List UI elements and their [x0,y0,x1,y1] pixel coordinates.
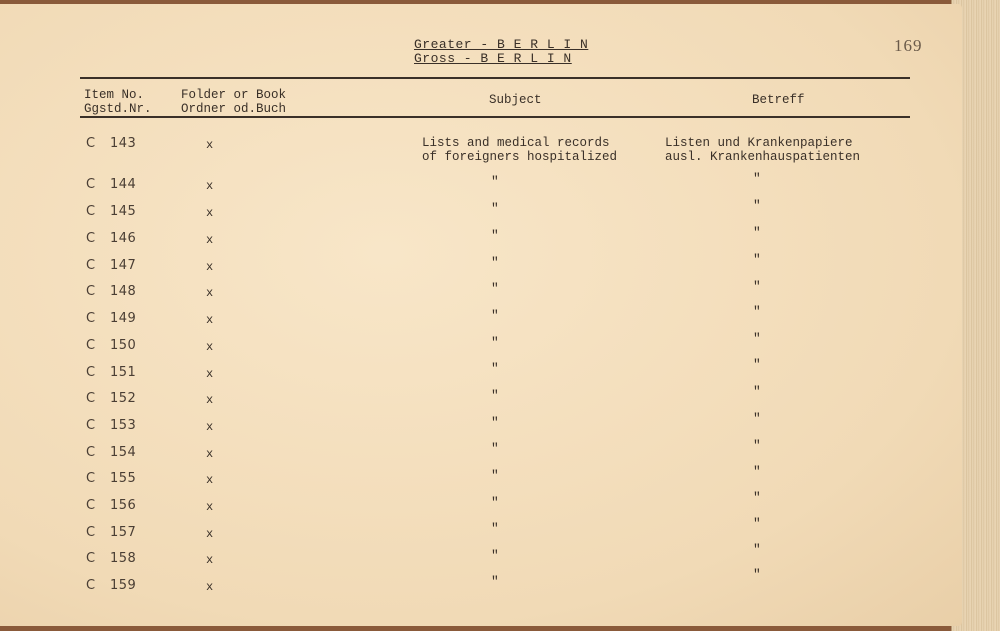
item-prefix: C [86,365,96,380]
document-page [0,4,962,626]
item-number: 151 [110,365,137,380]
ditto-mark-betreff: " [753,331,761,346]
folder-mark-cell: x [206,447,214,461]
folder-mark-cell: x [206,340,214,354]
table-row [0,391,962,411]
table-row [0,551,962,571]
item-number: 156 [110,498,137,513]
ditto-mark-subject: " [491,361,499,376]
table-row [0,471,962,491]
folder-mark-cell: x [206,138,214,152]
folder-mark-cell: x [206,473,214,487]
folder-mark-cell: x [206,393,214,407]
table-row [0,204,962,224]
ditto-mark-subject: " [491,468,499,483]
table-row [0,177,962,197]
ditto-mark-betreff: " [753,438,761,453]
folder-mark-cell: x [206,553,214,567]
table-row [0,498,962,518]
item-prefix: C [86,204,96,219]
ditto-mark-betreff: " [753,225,761,240]
ditto-mark-betreff: " [753,279,761,294]
ditto-mark-subject: " [491,174,499,189]
column-header-folder-en: Folder or Book [181,88,287,102]
betreff-cell [665,136,860,164]
item-number: 153 [110,418,137,433]
item-prefix: C [86,284,96,299]
column-header-item-en: Item No. [84,88,145,102]
item-number: 144 [110,177,137,192]
item-number-cell [86,498,136,513]
folder-mark-cell: x [206,527,214,541]
table-row [0,365,962,385]
item-number: 159 [110,578,137,593]
title-german: Gross - B E R L I N [414,51,572,66]
table-top-rule [80,77,910,79]
item-number-cell [86,338,136,353]
ditto-mark-betreff: " [753,516,761,531]
item-number: 150 [110,338,137,353]
table-row [0,338,962,358]
item-prefix: C [86,578,96,593]
ditto-mark-subject: " [491,308,499,323]
table-row [0,258,962,278]
item-number: 143 [110,136,137,151]
item-number-cell [86,391,136,406]
ditto-mark-betreff: " [753,252,761,267]
ditto-mark-betreff: " [753,384,761,399]
item-number: 149 [110,311,137,326]
folder-mark-cell: x [206,500,214,514]
table-row [0,311,962,331]
ditto-mark-betreff: " [753,304,761,319]
item-prefix: C [86,338,96,353]
ditto-mark-betreff: " [753,542,761,557]
table-row [0,445,962,465]
item-prefix: C [86,445,96,460]
column-header-folder [181,88,286,116]
item-prefix: C [86,551,96,566]
item-number-cell [86,258,136,273]
table-header-rule [80,116,910,118]
folder-mark-cell: x [206,313,214,327]
item-number-cell [86,136,136,151]
column-header-betreff: Betreff [752,93,805,107]
ditto-mark-betreff: " [753,411,761,426]
item-number-cell [86,204,136,219]
ditto-mark-betreff: " [753,198,761,213]
item-prefix: C [86,136,96,151]
item-number: 158 [110,551,137,566]
ditto-mark-subject: " [491,548,499,563]
item-number-cell [86,445,136,460]
item-number: 145 [110,204,137,219]
folder-mark-cell: x [206,367,214,381]
item-prefix: C [86,525,96,540]
column-header-folder-de: Ordner od.Buch [181,102,287,116]
ditto-mark-subject: " [491,281,499,296]
subject-cell [422,136,617,164]
table-row [0,231,962,251]
item-number: 146 [110,231,137,246]
folder-mark-cell: x [206,179,214,193]
item-number-cell [86,311,136,326]
table-row [0,418,962,438]
item-prefix: C [86,177,96,192]
item-number-cell [86,525,136,540]
table-row [0,525,962,545]
ditto-mark-betreff: " [753,490,761,505]
item-number-cell [86,551,136,566]
subject-line: Lists and medical records [422,136,610,150]
item-prefix: C [86,311,96,326]
item-number-cell [86,177,136,192]
column-header-item-no [84,88,152,116]
table-row [0,578,962,598]
folder-mark-cell: x [206,233,214,247]
ditto-mark-betreff: " [753,357,761,372]
folder-mark-cell: x [206,580,214,594]
ditto-mark-betreff: " [753,567,761,582]
title-english: Greater - B E R L I N [414,37,589,52]
betreff-line: Listen und Krankenpapiere [665,136,853,150]
ditto-mark-subject: " [491,228,499,243]
item-number: 148 [110,284,137,299]
folder-mark-cell: x [206,260,214,274]
item-number: 152 [110,391,137,406]
item-number-cell [86,284,136,299]
betreff-line: ausl. Krankenhauspatienten [665,150,861,164]
item-prefix: C [86,258,96,273]
table-row [0,284,962,304]
item-prefix: C [86,498,96,513]
column-header-subject: Subject [489,93,542,107]
subject-line: of foreigners hospitalized [422,150,618,164]
item-number-cell [86,418,136,433]
item-number: 154 [110,445,137,460]
ditto-mark-subject: " [491,335,499,350]
folder-mark-cell: x [206,206,214,220]
item-number-cell [86,365,136,380]
folder-mark-cell: x [206,286,214,300]
page-title [414,38,588,66]
table-row [0,136,962,164]
page-number: 169 [894,36,923,55]
ditto-mark-subject: " [491,574,499,589]
item-prefix: C [86,391,96,406]
item-prefix: C [86,231,96,246]
ditto-mark-subject: " [491,388,499,403]
item-number-cell [86,231,136,246]
item-number: 155 [110,471,137,486]
item-prefix: C [86,418,96,433]
item-number: 147 [110,258,137,273]
ditto-mark-subject: " [491,441,499,456]
item-number: 157 [110,525,137,540]
ditto-mark-betreff: " [753,171,761,186]
ditto-mark-subject: " [491,255,499,270]
ditto-mark-subject: " [491,415,499,430]
item-number-cell [86,578,136,593]
ditto-mark-betreff: " [753,464,761,479]
folder-mark-cell: x [206,420,214,434]
ditto-mark-subject: " [491,521,499,536]
column-header-item-de: Ggstd.Nr. [84,102,152,116]
ditto-mark-subject: " [491,201,499,216]
item-number-cell [86,471,136,486]
item-prefix: C [86,471,96,486]
ditto-mark-subject: " [491,495,499,510]
